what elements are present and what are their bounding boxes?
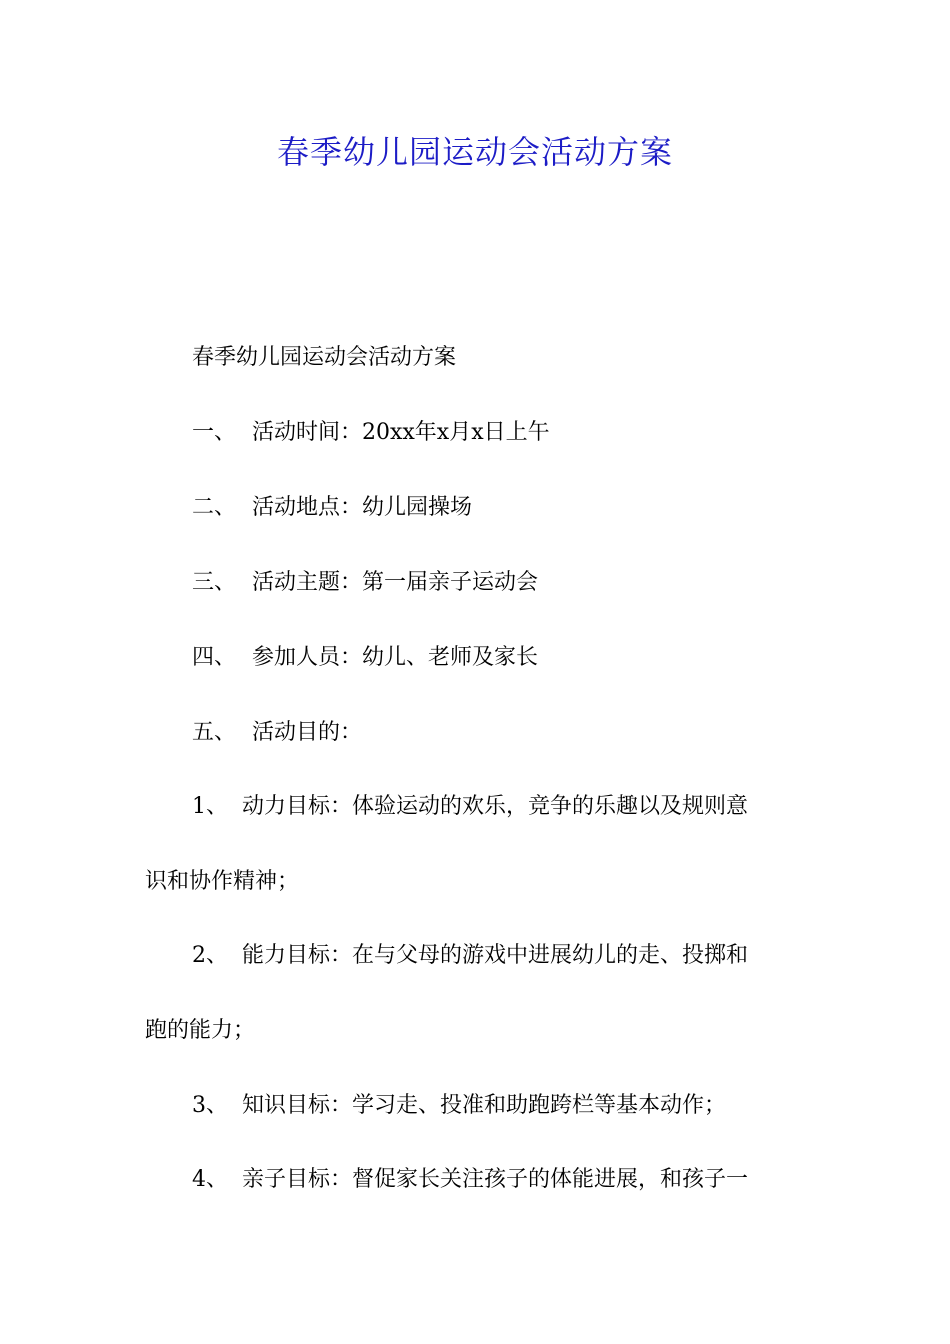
goal-text: 能力目标：在与父母的游戏中进展幼儿的走、投掷和 bbox=[242, 943, 749, 968]
goal-item bbox=[192, 940, 748, 972]
item-text: 活动目的： bbox=[252, 720, 363, 745]
item-number: 三、 bbox=[192, 570, 237, 595]
goal-number: 3、 bbox=[192, 1093, 228, 1118]
goal-text: 亲子目标：督促家长关注孩子的体能进展，和孩子一 bbox=[242, 1167, 749, 1192]
goal-item bbox=[192, 791, 748, 823]
goal-continuation: 跑的能力； bbox=[145, 1018, 256, 1043]
item-number: 一、 bbox=[192, 420, 237, 445]
goal-item bbox=[192, 1164, 748, 1196]
goal-text: 知识目标：学习走、投准和助跑跨栏等基本动作； bbox=[242, 1093, 727, 1118]
goal-continuation: 识和协作精神； bbox=[145, 869, 300, 894]
item-text: 参加人员：幼儿、老师及家长 bbox=[252, 645, 539, 670]
item-text: 活动地点：幼儿园操场 bbox=[252, 495, 473, 520]
list-item bbox=[192, 717, 362, 749]
document-title: 春季幼儿园运动会活动方案 bbox=[276, 133, 673, 171]
item-number: 五、 bbox=[192, 720, 237, 745]
goal-number: 4、 bbox=[192, 1167, 228, 1192]
item-text: 活动时间：20xx年x月x日上午 bbox=[252, 420, 550, 445]
item-number: 二、 bbox=[192, 495, 237, 520]
goal-number: 2、 bbox=[192, 943, 228, 968]
item-text: 活动主题：第一届亲子运动会 bbox=[252, 570, 539, 595]
list-item bbox=[192, 642, 538, 674]
item-number: 四、 bbox=[192, 645, 237, 670]
goal-text: 动力目标：体验运动的欢乐，竞争的乐趣以及规则意 bbox=[242, 794, 749, 819]
goal-item bbox=[192, 1090, 726, 1122]
list-item bbox=[192, 417, 550, 449]
goal-number: 1、 bbox=[192, 794, 228, 819]
document-subtitle: 春季幼儿园运动会活动方案 bbox=[192, 345, 457, 370]
list-item bbox=[192, 567, 538, 599]
list-item bbox=[192, 492, 472, 524]
